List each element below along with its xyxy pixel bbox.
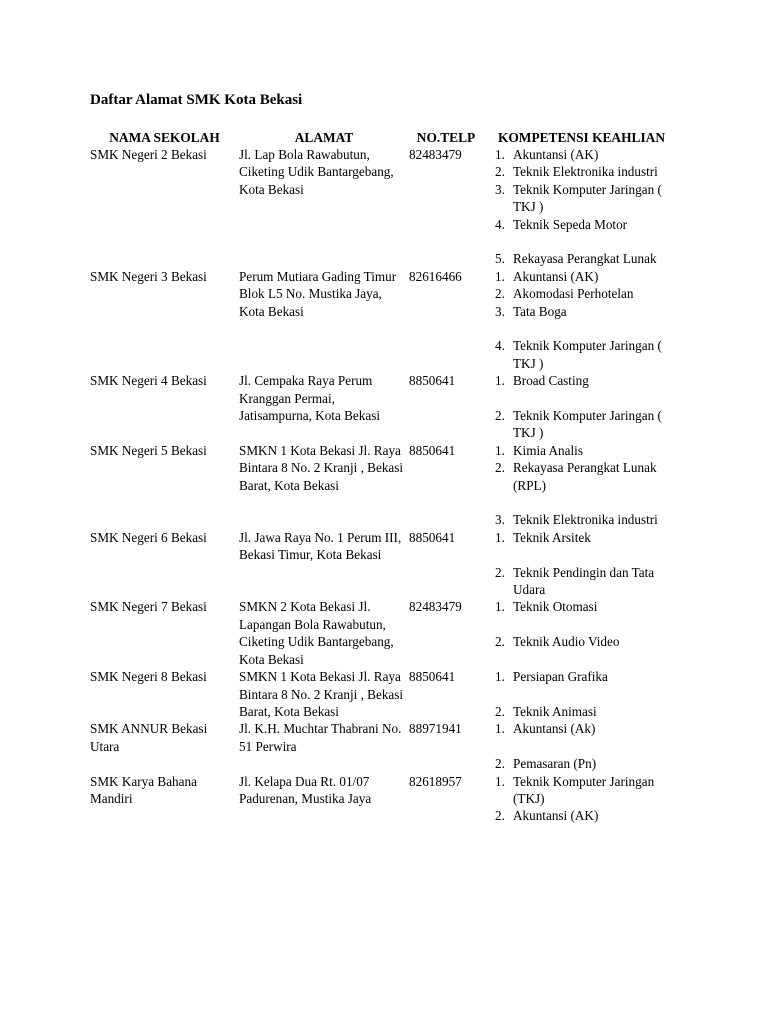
- list-item: [483, 773, 680, 808]
- school-phone: 8850641: [409, 529, 456, 545]
- competency-list: [483, 442, 680, 529]
- list-item: [483, 598, 680, 615]
- competency-cell: [483, 146, 680, 268]
- competency-text: Teknik Animasi: [513, 703, 597, 719]
- header-phone: NO.TELP: [416, 130, 476, 145]
- list-number: 5.: [495, 251, 505, 267]
- competency-text: Akuntansi (AK): [513, 268, 599, 284]
- list-number: 2.: [495, 460, 505, 476]
- competency-cell: [483, 268, 680, 372]
- list-item: [483, 268, 680, 285]
- table-row: [90, 773, 680, 825]
- competency-text: Teknik Komputer Jaringan ( TKJ ): [513, 338, 662, 371]
- table-row: [90, 598, 680, 668]
- competency-text: Akuntansi (AK): [513, 147, 599, 162]
- list-item: [483, 564, 680, 599]
- competency-text: Teknik Komputer Jaringan (TKJ): [513, 773, 655, 806]
- list-number: 1.: [495, 721, 505, 737]
- school-address: Jl. K.H. Muchtar Thabrani No. 51 Perwira: [239, 721, 402, 754]
- list-number: 4.: [495, 338, 505, 354]
- school-name: SMK Negeri 8 Bekasi: [90, 669, 207, 685]
- list-number: 1.: [495, 669, 505, 685]
- list-item: [483, 529, 680, 546]
- competency-text: Teknik Sepeda Motor: [513, 216, 628, 232]
- competency-list: [483, 720, 680, 772]
- list-number: 3.: [495, 303, 505, 319]
- list-item: [483, 250, 680, 267]
- school-phone: 8850641: [409, 442, 456, 458]
- school-address: Jl. Kelapa Dua Rt. 01/07 Padurenan, Mustika Jaya: [239, 773, 372, 806]
- competency-text: Pemasaran (Pn): [513, 756, 597, 772]
- competency-text: Kimia Analis: [513, 442, 583, 458]
- list-number: 2.: [495, 634, 505, 650]
- competency-cell: [483, 720, 680, 772]
- list-number: 4.: [495, 216, 505, 232]
- school-address: Jl. Cempaka Raya Perum Kranggan Permai, Jatisampurna, Kota Bekasi: [239, 373, 380, 424]
- competency-text: Broad Casting: [513, 373, 589, 389]
- competency-text: Akuntansi (AK): [513, 808, 599, 824]
- school-table: [90, 129, 680, 825]
- list-number: 1.: [495, 373, 505, 389]
- competency-list: [483, 529, 680, 599]
- document-page: [90, 90, 690, 825]
- competency-text: Akuntansi (Ak): [513, 721, 596, 737]
- school-phone: 82616466: [409, 268, 462, 284]
- list-item: [483, 337, 680, 372]
- competency-cell: [483, 372, 680, 442]
- school-phone: 82483479: [409, 599, 462, 615]
- competency-list: [483, 598, 680, 650]
- list-item: [483, 407, 680, 442]
- school-address: Jl. Lap Bola Rawabutun, Ciketing Udik Bantargebang, Kota Bekasi: [239, 147, 394, 197]
- list-item: [483, 442, 680, 459]
- list-item: [483, 807, 680, 824]
- competency-cell: [483, 773, 680, 825]
- table-header-row: [90, 129, 680, 146]
- competency-cell: [483, 598, 680, 668]
- school-name: SMK Negeri 4 Bekasi: [90, 373, 207, 389]
- list-number: 2.: [495, 164, 505, 180]
- competency-text: Teknik Komputer Jaringan ( TKJ ): [513, 408, 662, 441]
- competency-text: Rekayasa Perangkat Lunak (RPL): [513, 460, 657, 493]
- list-item: [483, 459, 680, 494]
- list-number: 1.: [495, 268, 505, 284]
- school-address: Perum Mutiara Gading Timur Blok L5 No. Mustika Jaya, Kota Bekasi: [239, 268, 397, 319]
- list-item: [483, 372, 680, 389]
- school-phone: 8850641: [409, 669, 456, 685]
- list-item: [483, 755, 680, 772]
- school-phone: 8850641: [409, 373, 456, 389]
- competency-text: Teknik Audio Video: [513, 634, 620, 650]
- table-row: [90, 268, 680, 372]
- list-item: [483, 163, 680, 180]
- table-row: [90, 146, 680, 268]
- list-number: 1.: [495, 147, 505, 162]
- list-number: 2.: [495, 564, 505, 580]
- school-address: SMKN 1 Kota Bekasi Jl. Raya Bintara 8 No. 2 Kranji , Bekasi Barat, Kota Bekasi: [239, 669, 404, 719]
- competency-cell: [483, 442, 680, 529]
- list-item: [483, 303, 680, 320]
- competency-text: Teknik Komputer Jaringan ( TKJ ): [513, 181, 662, 215]
- competency-text: Teknik Arsitek: [513, 529, 591, 545]
- table-row: [90, 720, 680, 772]
- list-item: [483, 668, 680, 685]
- competency-text: Teknik Elektronika industri: [513, 164, 658, 180]
- table-row: [90, 372, 680, 442]
- table-row: [90, 529, 680, 599]
- competency-list: [483, 268, 680, 372]
- school-name: SMK Negeri 6 Bekasi: [90, 529, 207, 545]
- school-name: SMK ANNUR Bekasi Utara: [90, 721, 208, 754]
- competency-text: Akomodasi Perhotelan: [513, 286, 634, 302]
- header-competency: KOMPETENSI KEAHLIAN: [497, 130, 666, 145]
- school-name: SMK Negeri 7 Bekasi: [90, 599, 207, 615]
- header-address: ALAMAT: [294, 130, 354, 145]
- school-name: SMK Negeri 2 Bekasi: [90, 147, 207, 162]
- school-phone: 82618957: [409, 773, 462, 789]
- school-address: SMKN 2 Kota Bekasi Jl. Lapangan Bola Rawabutun, Ciketing Udik Bantargebang, Kota Bekasi: [239, 599, 394, 667]
- document-title: Daftar Alamat SMK Kota Bekasi: [90, 92, 303, 108]
- list-item: [483, 633, 680, 650]
- school-name: SMK Karya Bahana Mandiri: [90, 773, 197, 806]
- list-number: 2.: [495, 286, 505, 302]
- competency-list: [483, 372, 680, 442]
- school-address: Jl. Jawa Raya No. 1 Perum III, Bekasi Timur, Kota Bekasi: [239, 529, 402, 563]
- competency-text: Rekayasa Perangkat Lunak: [513, 251, 657, 267]
- list-item: [483, 511, 680, 528]
- school-name: SMK Negeri 3 Bekasi: [90, 268, 207, 284]
- competency-cell: [483, 529, 680, 599]
- list-number: 2.: [495, 808, 505, 824]
- competency-text: Teknik Pendingin dan Tata Udara: [513, 564, 655, 598]
- school-phone: 88971941: [409, 721, 462, 737]
- list-number: 3.: [495, 512, 505, 528]
- list-item: [483, 181, 680, 216]
- list-number: 2.: [495, 756, 505, 772]
- school-name: SMK Negeri 5 Bekasi: [90, 442, 207, 458]
- list-item: [483, 703, 680, 720]
- list-item: [483, 720, 680, 737]
- list-number: 3.: [495, 181, 505, 197]
- list-number: 1.: [495, 599, 505, 615]
- competency-text: Tata Boga: [513, 303, 567, 319]
- list-item: [483, 146, 680, 163]
- competency-cell: [483, 668, 680, 720]
- competency-text: Teknik Otomasi: [513, 599, 598, 615]
- list-number: 2.: [495, 408, 505, 424]
- list-number: 1.: [495, 773, 505, 789]
- competency-list: [483, 146, 680, 268]
- school-address: SMKN 1 Kota Bekasi Jl. Raya Bintara 8 No. 2 Kranji , Bekasi Barat, Kota Bekasi: [239, 442, 404, 493]
- school-phone: 82483479: [409, 147, 462, 162]
- competency-text: Persiapan Grafika: [513, 669, 608, 685]
- table-row: [90, 668, 680, 720]
- list-item: [483, 285, 680, 302]
- competency-list: [483, 668, 680, 720]
- list-number: 2.: [495, 703, 505, 719]
- table-row: [90, 442, 680, 529]
- list-number: 1.: [495, 529, 505, 545]
- competency-text: Teknik Elektronika industri: [513, 512, 658, 528]
- competency-list: [483, 773, 680, 825]
- header-school-name: NAMA SEKOLAH: [109, 130, 220, 145]
- list-number: 1.: [495, 442, 505, 458]
- list-item: [483, 216, 680, 233]
